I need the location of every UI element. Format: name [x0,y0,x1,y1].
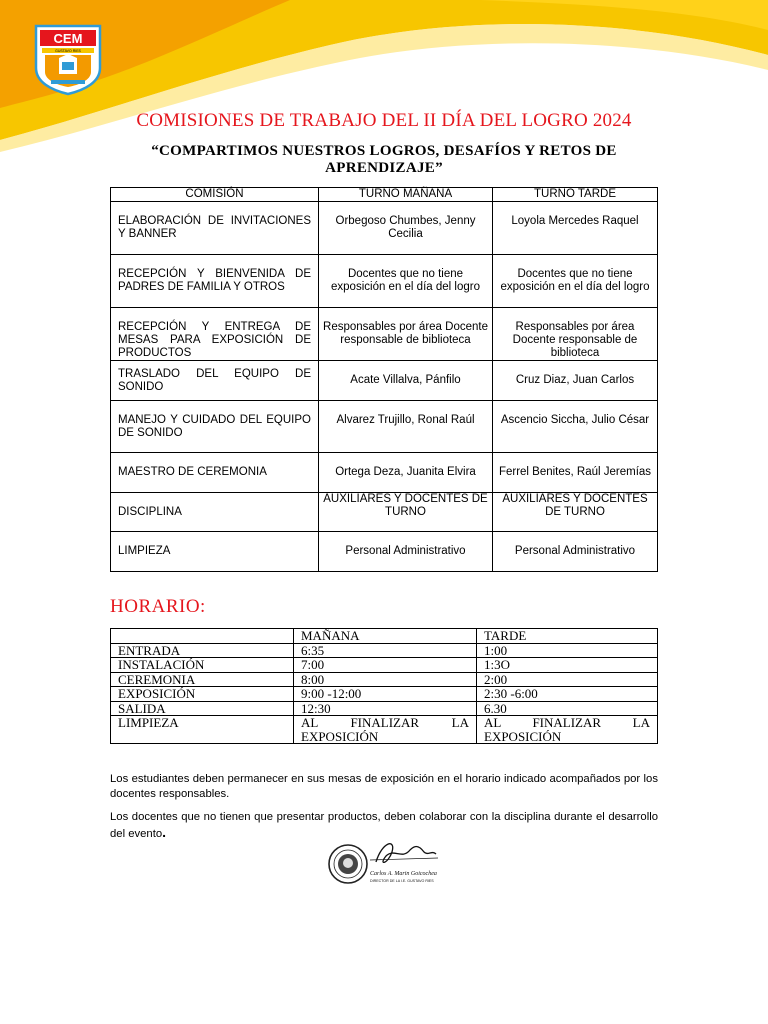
cell-manana: Docentes que no tiene exposición en el día del logro [319,255,493,308]
page-title: COMISIONES DE TRABAJO DEL II DÍA DEL LOGRO 2024 [136,110,632,131]
schedule-header-row [111,629,658,644]
column-header-turno-tarde: TURNO TARDE [493,188,658,202]
note-end-mark: . [162,824,167,840]
cell-comision: RECEPCIÓN Y ENTREGA DE MESAS PARA EXPOSICIÓN DE PRODUCTOS [111,308,319,361]
table-row [111,401,658,453]
table-row [111,255,658,308]
schedule-label: INSTALACIÓN [111,658,294,673]
table-row [111,453,658,493]
cell-manana: Responsables por área Docente responsable de biblioteca [319,308,493,361]
schedule-header-manana: MAÑANA [294,629,477,644]
table-row [111,701,658,716]
logo-school-name: GUSTAVO RIES [55,49,81,53]
table-row [111,716,658,744]
schedule-tarde: AL FINALIZAR LA EXPOSICIÓN [477,716,658,744]
schedule-header-tarde: TARDE [477,629,658,644]
cell-comision: MAESTRO DE CEREMONIA [111,453,319,493]
schedule-tarde: 2:00 [477,672,658,687]
cell-tarde: AUXILIARES Y DOCENTES DE TURNO [493,493,658,532]
cell-tarde: Cruz Diaz, Juan Carlos [493,361,658,401]
schedule-manana: 6:35 [294,643,477,658]
table-row [111,308,658,361]
table-row [111,643,658,658]
schedule-manana: 9:00 -12:00 [294,687,477,702]
schedule-manana: AL FINALIZAR LA EXPOSICIÓN [294,716,477,744]
cell-tarde: Docentes que no tiene exposición en el día del logro [493,255,658,308]
cell-manana: Alvarez Trujillo, Ronal Raúl [319,401,493,453]
schedule-manana: 8:00 [294,672,477,687]
schedule-label: SALIDA [111,701,294,716]
cell-manana: AUXILIARES Y DOCENTES DE TURNO [319,493,493,532]
schedule-label: CEREMONIA [111,672,294,687]
schedule-manana: 7:00 [294,658,477,673]
schedule-label: ENTRADA [111,643,294,658]
schedule-tarde: 1:00 [477,643,658,658]
note-paragraph: Los estudiantes deben permanecer en sus mesas de exposición en el horario indicado acompañados por los docentes responsables. [110,773,658,800]
cell-tarde: Personal Administrativo [493,532,658,572]
cell-tarde: Ferrel Benites, Raúl Jeremías [493,453,658,493]
cell-tarde: Loyola Mercedes Raquel [493,202,658,255]
signature-role: DIRECTOR DE LA I.E. GUSTAVO RIES [370,879,434,883]
horario-title: HORARIO: [110,596,206,617]
column-header-comision: COMISIÓN [111,188,319,202]
cell-tarde: Responsables por área Docente responsable de biblioteca [493,308,658,361]
cell-manana: Acate Villalva, Pánfilo [319,361,493,401]
header-swoosh [0,0,768,160]
schedule-table [110,628,658,744]
cell-comision: DISCIPLINA [111,493,319,532]
school-logo [33,24,103,96]
schedule-tarde: 2:30 -6:00 [477,687,658,702]
cell-comision: TRASLADO DEL EQUIPO DE SONIDO [111,361,319,401]
commissions-header-row [111,188,658,202]
logo-acronym: CEM [53,31,83,46]
note-text: Los docentes que no tienen que presentar productos, deben colaborar con la disciplina durante el desarrollo del evento [110,811,658,840]
cell-comision: RECEPCIÓN Y BIENVENIDA DE PADRES DE FAMILIA Y OTROS [111,255,319,308]
schedule-manana: 12:30 [294,701,477,716]
cell-manana: Orbegoso Chumbes, Jenny Cecilia [319,202,493,255]
cell-tarde: Ascencio Siccha, Julio César [493,401,658,453]
table-row [111,687,658,702]
director-signature [326,836,446,888]
schedule-tarde: 6.30 [477,701,658,716]
signature-name: Carlos A. Marin Goicochea [370,871,437,877]
cell-manana: Ortega Deza, Juanita Elvira [319,453,493,493]
table-row [111,532,658,572]
table-row [111,202,658,255]
commissions-table [110,187,658,572]
cell-comision: MANEJO Y CUIDADO DEL EQUIPO DE SONIDO [111,401,319,453]
cell-manana: Personal Administrativo [319,532,493,572]
table-row [111,361,658,401]
table-row [111,672,658,687]
schedule-header-empty [111,629,294,644]
page-subtitle: “COMPARTIMOS NUESTROS LOGROS, DESAFÍOS Y RETOS DE APRENDIZAJE” [151,143,617,176]
cell-comision: ELABORACIÓN DE INVITACIONES Y BANNER [111,202,319,255]
schedule-tarde: 1:3O [477,658,658,673]
table-row [111,658,658,673]
cell-comision: LIMPIEZA [111,532,319,572]
schedule-label: EXPOSICIÓN [111,687,294,702]
schedule-label: LIMPIEZA [111,716,294,744]
table-row [111,493,658,532]
column-header-turno-manana: TURNO MAÑANA [319,188,493,202]
